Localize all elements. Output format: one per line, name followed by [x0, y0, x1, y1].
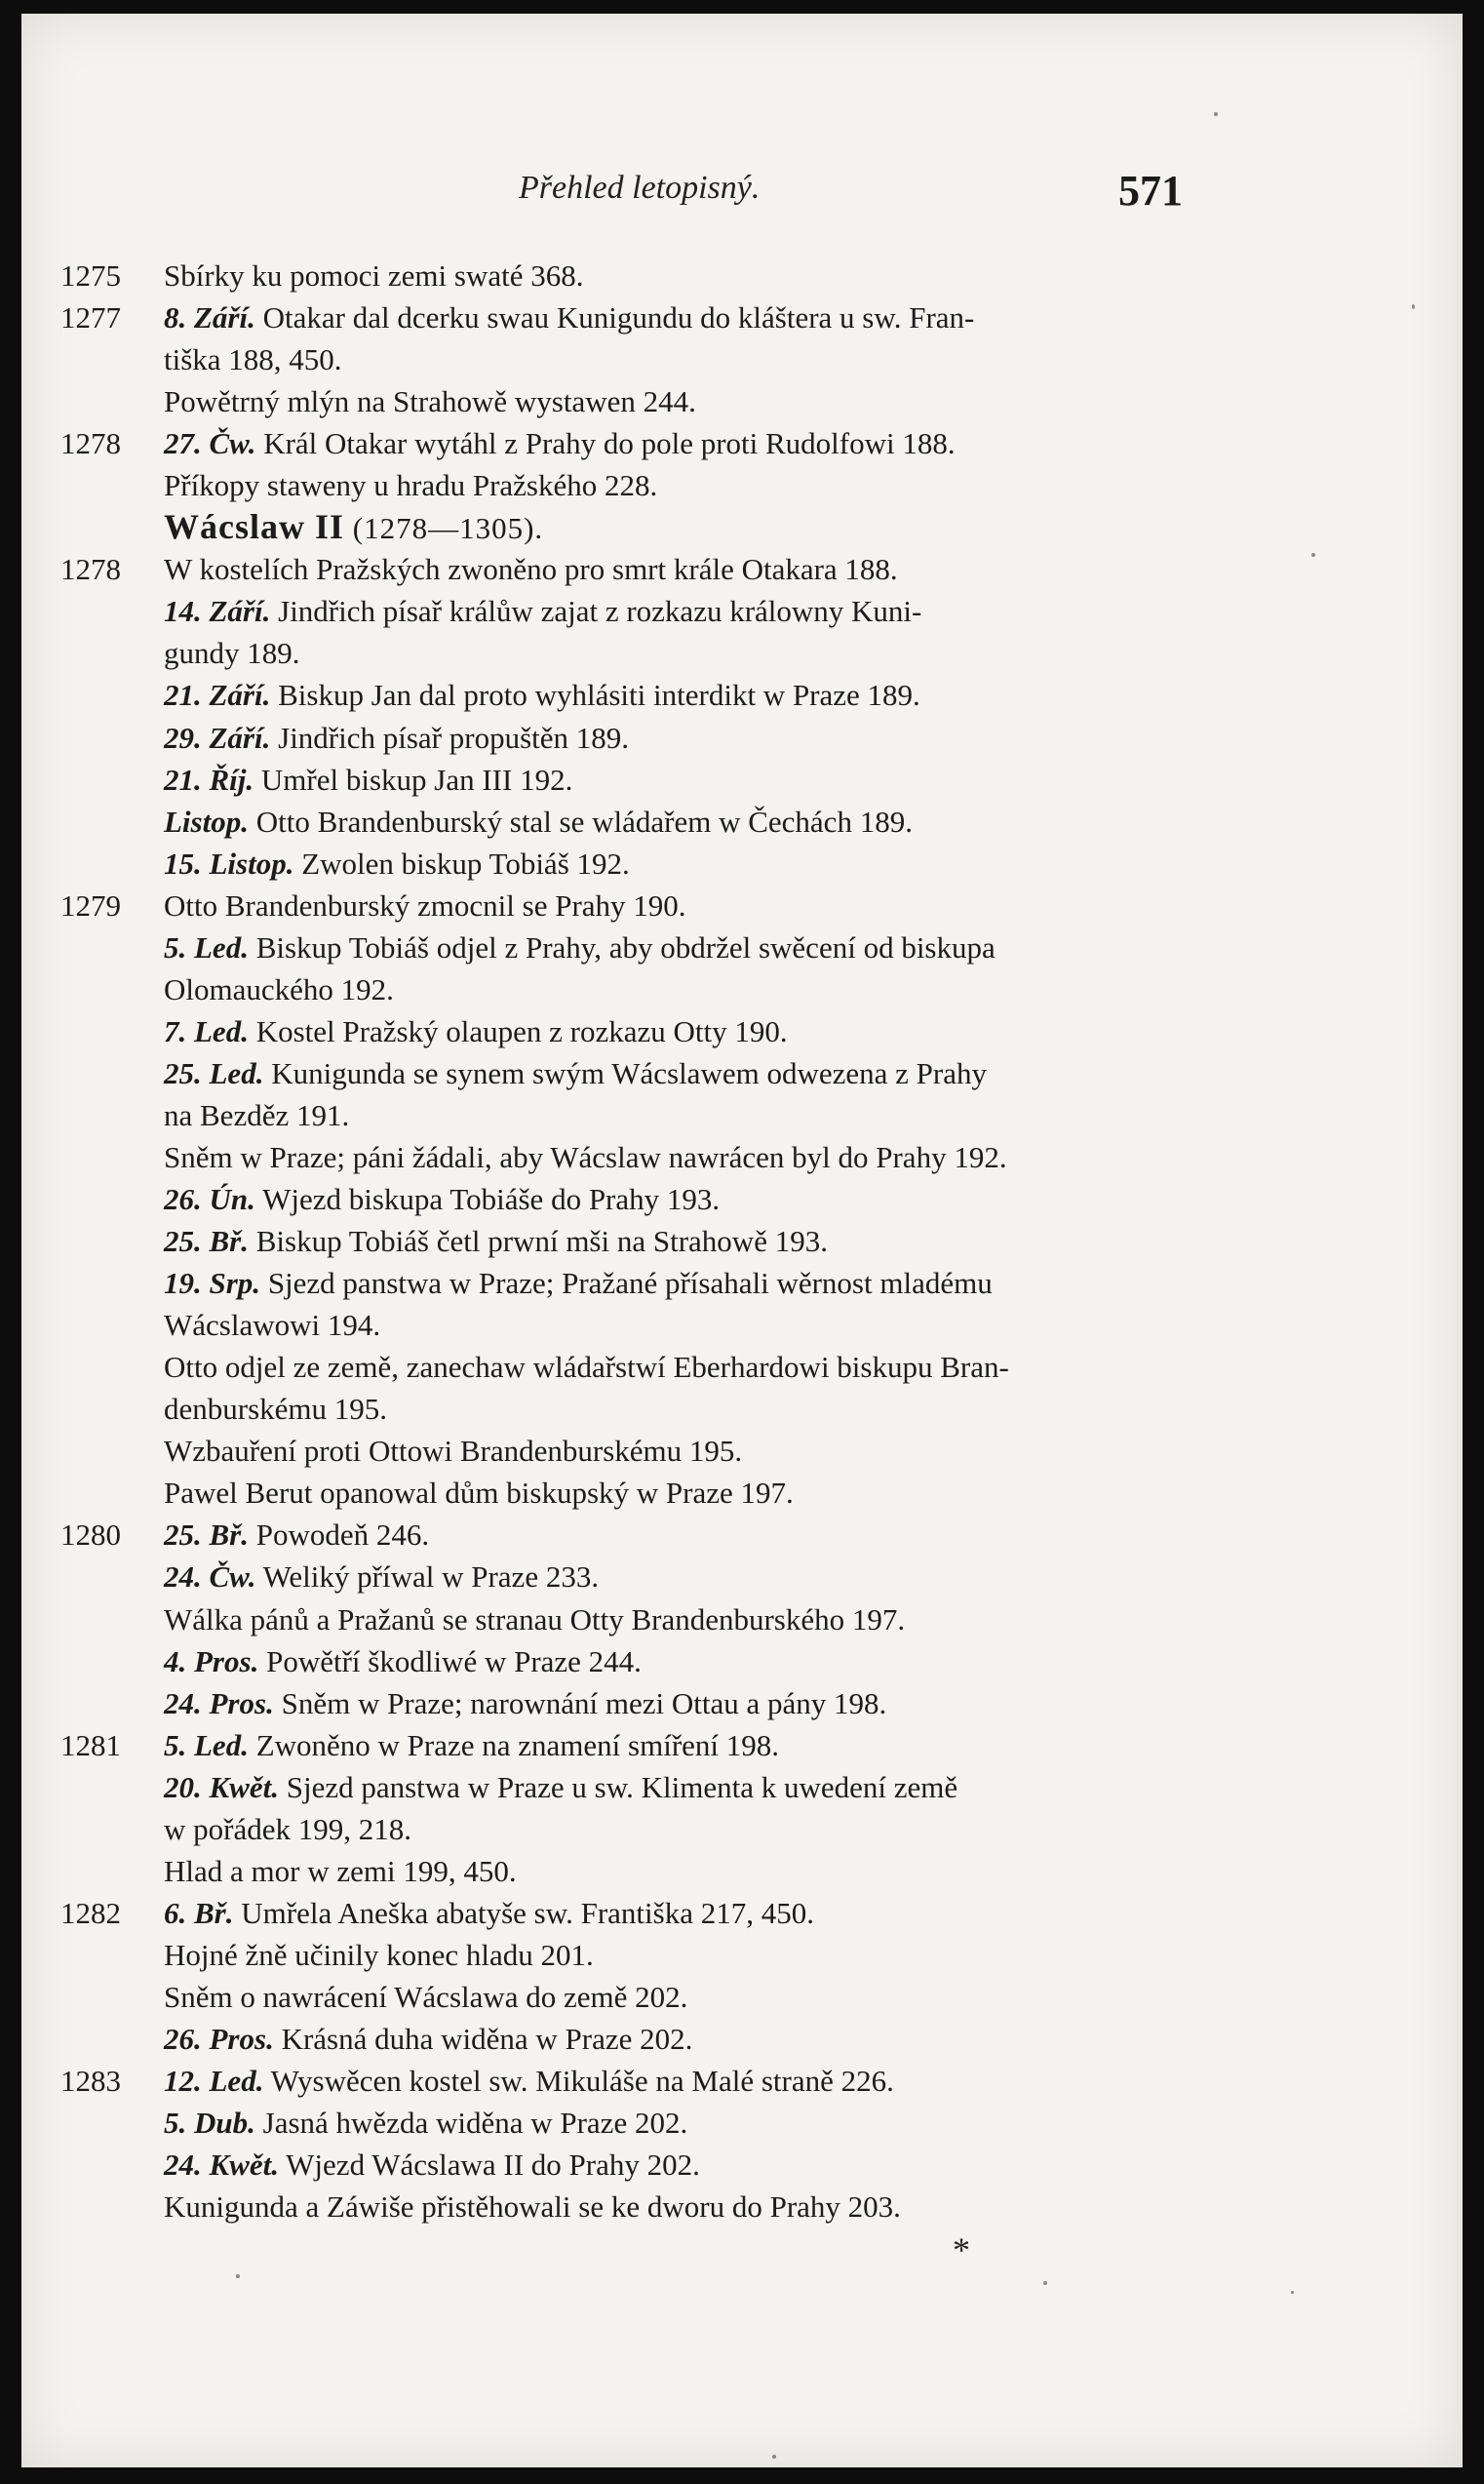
- chronology-line: [21, 1556, 1463, 1597]
- entry-text: [164, 1094, 1229, 1136]
- chronology-line: [21, 1346, 1463, 1388]
- entry-text: [164, 590, 1229, 632]
- scan-speck: [1214, 112, 1218, 116]
- chronology-line: [21, 968, 1463, 1010]
- entry-text: [164, 1304, 1229, 1346]
- entry-body: Hlad a mor w zemi 199, 450.: [164, 1853, 517, 1888]
- entry-text: [164, 2144, 1229, 2186]
- entry-date: 8. Září.: [164, 300, 255, 335]
- year-label: 1275: [60, 258, 121, 293]
- entry-text: [164, 759, 1229, 801]
- entry-body: Wzbauření proti Ottowi Brandenburskému 195.: [164, 1434, 743, 1469]
- entry-text: [164, 1430, 1229, 1472]
- entry-body: Sjezd panstwa w Praze u sw. Klimenta k uwedení země: [278, 1769, 958, 1804]
- entry-text: [164, 968, 1229, 1010]
- chronology-line: [21, 801, 1463, 843]
- chronology-line: [21, 1808, 1463, 1850]
- entry-body: Kunigunda a Záwiše přistěhowali se ke dworu do Prahy 203.: [164, 2189, 901, 2225]
- entry-date: 15. Listop.: [164, 846, 294, 881]
- entry-date: 26. Ún.: [164, 1182, 255, 1217]
- chronology-line: [21, 1262, 1463, 1304]
- entry-text: [164, 2060, 1229, 2102]
- entry-body: denburskému 195.: [164, 1392, 388, 1427]
- scan-speck: [1291, 2291, 1294, 2294]
- entry-text: [164, 255, 1229, 296]
- book-page: [21, 14, 1463, 2467]
- chronology-line: [21, 1052, 1463, 1094]
- entry-body: Umřela Aneška abatyše sw. Františka 217, 450.: [233, 1895, 814, 1930]
- entry-date: Listop.: [164, 804, 249, 839]
- entry-body: Příkopy staweny u hradu Pražského 228.: [164, 468, 658, 503]
- entry-date: 12. Led.: [164, 2064, 264, 2099]
- entry-text: [164, 1934, 1229, 1976]
- chronology-line: [21, 1094, 1463, 1136]
- entry-body: gundy 189.: [164, 636, 300, 671]
- entry-date: 19. Srp.: [164, 1266, 261, 1301]
- page-number: 571: [1118, 167, 1183, 215]
- entry-text: [164, 1766, 1229, 1808]
- chronology-line: [21, 885, 1463, 927]
- entry-date: 24. Pros.: [164, 1685, 274, 1720]
- chronology-line: [21, 1472, 1463, 1514]
- entry-date: 24. Čw.: [164, 1559, 256, 1595]
- chronology-line: [21, 1220, 1463, 1262]
- chronology-line: [21, 1934, 1463, 1976]
- chronology-line: [21, 1304, 1463, 1346]
- scan-speck: [772, 2455, 776, 2459]
- entry-body: Hojné žně učinily konec hladu 201.: [164, 1937, 594, 1972]
- entry-body: Wjezd biskupa Tobiáše do Prahy 193.: [254, 1182, 721, 1217]
- chronology-line: [21, 422, 1463, 464]
- chronology-list: [21, 255, 1463, 2228]
- entry-body: Kostel Pražský olaupen z rozkazu Otty 190.: [248, 1013, 788, 1048]
- entry-date: 24. Kwět.: [164, 2148, 279, 2183]
- entry-text: [164, 380, 1229, 422]
- entry-body: Zwolen biskup Tobiáš 192.: [293, 846, 630, 881]
- entry-text: [164, 506, 1229, 549]
- entry-date: 29. Září.: [164, 720, 271, 755]
- entry-text: [164, 422, 1229, 464]
- chronology-line: [21, 1766, 1463, 1808]
- entry-body: Král Otakar wytáhl z Prahy do pole proti Rudolfowi 188.: [255, 426, 956, 461]
- entry-text: [164, 1514, 1229, 1556]
- entry-body: Jindřich písař propuštěn 189.: [270, 720, 630, 755]
- entry-body: Weliký příwal w Praze 233.: [255, 1559, 600, 1595]
- entry-date: 21. Září.: [164, 678, 271, 713]
- entry-text: [164, 885, 1229, 927]
- entry-date: 27. Čw.: [164, 426, 256, 461]
- chronology-line: [21, 548, 1463, 590]
- chronology-line: [21, 2060, 1463, 2102]
- chronology-line: [21, 1976, 1463, 2018]
- chronology-line: [21, 338, 1463, 380]
- entry-text: [164, 1640, 1229, 1682]
- entry-body: Umřel biskup Jan III 192.: [254, 762, 573, 797]
- entry-text: [164, 717, 1229, 759]
- scan-speck: [1412, 304, 1415, 309]
- entry-body: Olomauckého 192.: [164, 971, 394, 1006]
- entry-body: Jindřich písař králůw zajat z rozkazu králowny Kuni-: [270, 594, 922, 629]
- entry-text: [164, 1220, 1229, 1262]
- year-label: 1283: [60, 2064, 121, 2099]
- entry-text: [164, 1892, 1229, 1934]
- chronology-line: [21, 255, 1463, 296]
- entry-text: [164, 1808, 1229, 1850]
- chronology-line: [21, 1178, 1463, 1220]
- year-label: 1278: [60, 552, 121, 587]
- chronology-line: [21, 2018, 1463, 2060]
- entry-date: 4. Pros.: [164, 1643, 259, 1678]
- entry-date: 14. Září.: [164, 594, 271, 629]
- entry-body: Biskup Tobiáš odjel z Prahy, aby obdržel swěcení od biskupa: [248, 929, 996, 965]
- entry-text: [164, 1136, 1229, 1178]
- entry-date: 20. Kwět.: [164, 1769, 279, 1804]
- entry-date: 5. Led.: [164, 929, 249, 965]
- year-label: 1282: [60, 1895, 121, 1930]
- chronology-line: [21, 632, 1463, 674]
- chronology-line: [21, 1388, 1463, 1430]
- chronology-line: [21, 927, 1463, 968]
- entry-text: [164, 2102, 1229, 2144]
- entry-body: Powětrný mlýn na Strahowě wystawen 244.: [164, 384, 696, 419]
- chronology-line: [21, 1682, 1463, 1724]
- scan-speck: [1043, 2281, 1047, 2285]
- entry-text: [164, 1682, 1229, 1724]
- chronology-line: [21, 759, 1463, 801]
- entry-date: 26. Pros.: [164, 2021, 274, 2056]
- entry-body: Pawel Berut opanowal dům biskupský w Praze 197.: [164, 1476, 794, 1511]
- entry-text: [164, 2018, 1229, 2060]
- entry-body: Sbírky ku pomoci zemi swaté 368.: [164, 258, 584, 293]
- year-label: 1278: [60, 426, 121, 461]
- entry-body: Sněm o nawrácení Wácslawa do země 202.: [164, 1979, 688, 2014]
- chronology-line: [21, 506, 1463, 548]
- entry-body: Wjezd Wácslawa II do Prahy 202.: [278, 2148, 700, 2183]
- entry-text: [164, 1472, 1229, 1514]
- entry-body: Powodeň 246.: [249, 1518, 430, 1553]
- entry-body: Krásná duha widěna w Praze 202.: [273, 2021, 693, 2056]
- entry-text: [164, 464, 1229, 506]
- year-label: 1277: [60, 300, 121, 335]
- entry-text: [164, 1010, 1229, 1052]
- entry-text: [164, 1598, 1229, 1640]
- chronology-line: [21, 1514, 1463, 1556]
- entry-body: w pořádek 199, 218.: [164, 1811, 411, 1846]
- entry-body: Sněm w Praze; narownání mezi Ottau a pány 198.: [273, 1685, 887, 1720]
- scan-speck: [1311, 553, 1315, 557]
- chronology-line: [21, 1010, 1463, 1052]
- entry-text: [164, 1724, 1229, 1766]
- chronology-line: [21, 1724, 1463, 1766]
- chronology-line: [21, 674, 1463, 716]
- entry-date: 6. Bř.: [164, 1895, 234, 1930]
- chronology-line: [21, 717, 1463, 759]
- entry-body: Wácslawowi 194.: [164, 1308, 381, 1343]
- entry-text: [164, 674, 1229, 716]
- entry-text: [164, 1346, 1229, 1388]
- entry-body: Otto Brandenburský stal se wládařem w Čechách 189.: [248, 804, 913, 839]
- chronology-line: [21, 1850, 1463, 1892]
- entry-text: [164, 801, 1229, 843]
- footer-mark: *: [953, 2230, 970, 2269]
- year-label: 1280: [60, 1518, 121, 1553]
- entry-body: Jasná hwězda widěna w Praze 202.: [254, 2106, 688, 2141]
- chronology-line: [21, 590, 1463, 632]
- entry-text: [164, 338, 1229, 380]
- chronology-line: [21, 296, 1463, 338]
- entry-body: Otakar dal dcerku swau Kunigundu do kláštera u sw. Fran-: [254, 300, 975, 335]
- chronology-line: [21, 1892, 1463, 1934]
- entry-body: Zwoněno w Praze na znamení smíření 198.: [248, 1727, 780, 1762]
- entry-text: [164, 1388, 1229, 1430]
- chronology-line: [21, 1430, 1463, 1472]
- entry-body: tiška 188, 450.: [164, 342, 342, 377]
- entry-date: 21. Říj.: [164, 762, 254, 797]
- entry-text: [164, 2186, 1229, 2228]
- entry-body: Biskup Jan dal proto wyhlásiti interdikt w Praze 189.: [270, 678, 920, 713]
- reign-span: (1278—1305).: [344, 511, 544, 546]
- entry-text: [164, 1178, 1229, 1220]
- entry-text: [164, 296, 1229, 338]
- running-title: Přehled letopisný.: [519, 170, 761, 206]
- entry-body: Otto Brandenburský zmocnil se Prahy 190.: [164, 887, 686, 923]
- chronology-line: [21, 380, 1463, 422]
- entry-text: [164, 1556, 1229, 1597]
- entry-body: Sjezd panstwa w Praze; Pražané přísahali wěrnost mladému: [260, 1266, 993, 1301]
- entry-text: [164, 1262, 1229, 1304]
- entry-text: [164, 843, 1229, 885]
- entry-body: na Bezděz 191.: [164, 1097, 350, 1132]
- entry-text: [164, 1976, 1229, 2018]
- entry-text: [164, 548, 1229, 590]
- chronology-line: [21, 2144, 1463, 2186]
- chronology-line: [21, 2102, 1463, 2144]
- entry-body: Otto odjel ze země, zanechaw wládařstwí Eberhardowi biskupu Bran-: [164, 1350, 1009, 1385]
- entry-body: Wálka pánů a Pražanů se stranau Otty Brandenburského 197.: [164, 1601, 906, 1636]
- year-label: 1281: [60, 1727, 121, 1762]
- entry-date: 25. Led.: [164, 1055, 264, 1090]
- entry-text: [164, 1052, 1229, 1094]
- entry-body: Kunigunda se synem swým Wácslawem odwezena z Prahy: [263, 1055, 987, 1090]
- entry-date: 7. Led.: [164, 1013, 249, 1048]
- entry-date: 5. Led.: [164, 1727, 249, 1762]
- entry-text: [164, 927, 1229, 968]
- entry-body: Wyswěcen kostel sw. Mikuláše na Malé straně 226.: [263, 2064, 894, 2099]
- year-label: 1279: [60, 887, 121, 923]
- entry-date: 5. Dub.: [164, 2106, 255, 2141]
- chronology-line: [21, 1598, 1463, 1640]
- chronology-line: [21, 843, 1463, 885]
- chronology-line: [21, 1640, 1463, 1682]
- chronology-line: [21, 1136, 1463, 1178]
- chronology-line: [21, 464, 1463, 506]
- chronology-line: [21, 2186, 1463, 2228]
- section-heading: Wácslaw II: [164, 507, 345, 547]
- entry-date: 25. Bř.: [164, 1224, 249, 1259]
- entry-body: Powětří škodliwé w Praze 244.: [258, 1643, 642, 1678]
- scan-speck: [236, 2274, 240, 2278]
- entry-text: [164, 632, 1229, 674]
- entry-date: 25. Bř.: [164, 1518, 249, 1553]
- entry-body: W kostelích Pražských zwoněno pro smrt krále Otakara 188.: [164, 552, 898, 587]
- entry-body: Sněm w Praze; páni žádali, aby Wácslaw nawrácen byl do Prahy 192.: [164, 1139, 1007, 1174]
- entry-body: Biskup Tobiáš četl prwní mši na Strahowě 193.: [249, 1224, 828, 1259]
- entry-text: [164, 1850, 1229, 1892]
